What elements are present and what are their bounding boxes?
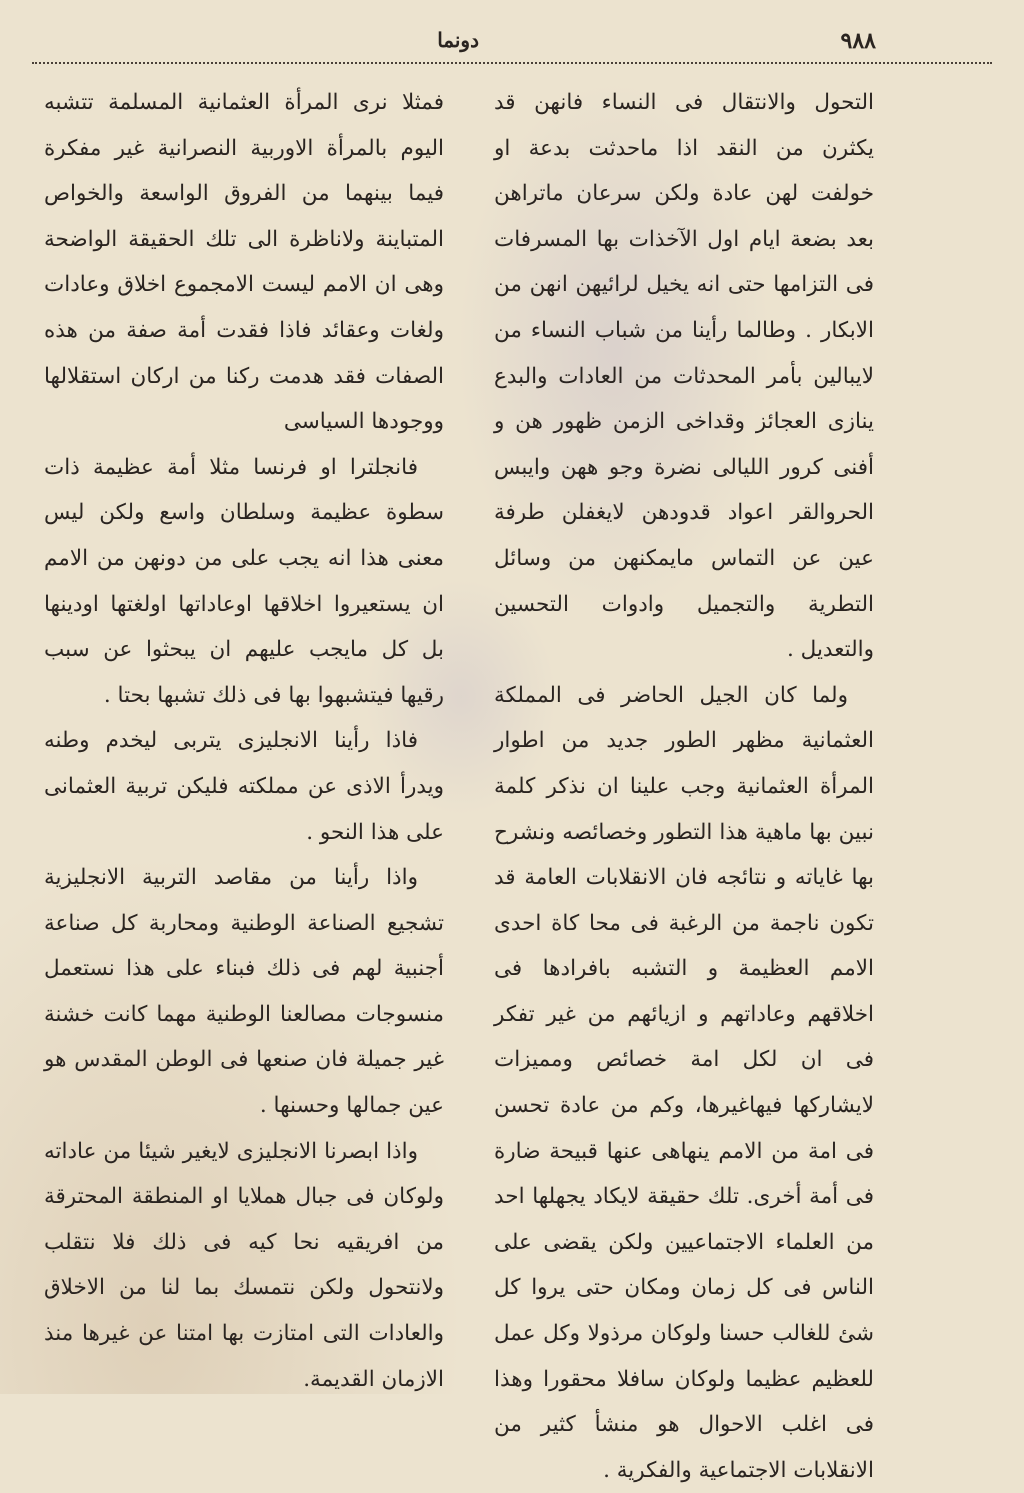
paragraph: واذا رأينا من مقاصد التربية الانجليزية تشجيع الصناعة الوطنية ومحاربة كل صناعة أجنبية لهم فى ذلك فبناء على هذا نستعمل منسوجات مصالعنا الوطنية مهما كانت خشنة غير جميلة فان صنعها فى الوطن المقدس هو عين جمالها وحسنها . <box>44 865 444 1119</box>
left-column <box>44 80 444 1402</box>
page-header <box>40 28 984 58</box>
page-number: ٩٨٨ <box>840 28 876 54</box>
paragraph: واذا ابصرنا الانجليزى لايغير شيئا من عاداته ولوكان فى جبال هملايا او المنطقة المحترقة من افريقيه نحا كيه فى ذلك فلا نتقلب ولانتحول ولكن نتمسك بما لنا من الاخلاق والعادات التى امتازت بها امتنا عن غيرها منذ الازمان القديمة. <box>44 1138 444 1392</box>
paragraph: فاذا رأينا الانجليزى يتربى ليخدم وطنه ويدرأ الاذى عن مملكته فليكن تربية العثمانى على هذا النحو . <box>44 728 444 845</box>
paragraph: التحول والانتقال فى النساء فانهن قد يكثرن من النقد اذا ماحدثت بدعة او خولفت لهن عادة ولكن سرعان ماتراهن بعد بضعة ايام اول الآخذات بها المسرفات فى التزامها حتى انه يخيل لرائيهن انهن من الابكار . وطالما رأينا من شباب النساء من لايبالين بأمر المحدثات من العادات والبدع ينازى العجائز وقداخى الزمن ظهور هن و أفنى كرور الليالى نضرة وجو ههن وايبس الحروالقر اعواد قدودهن لايغفلن طرفة عين عن التماس مايمكنهن من وسائل التطرية والتجميل وادوات التحسين والتعديل . <box>494 90 874 663</box>
header-divider <box>32 62 992 64</box>
paragraph: فمثلا نرى المرأة العثمانية المسلمة تتشبه اليوم بالمرأة الاوربية النصرانية غير مفكرة فيما بينهما من الفروق الواسعة والخواص المتباينة ولاناظرة الى تلك الحقيقة الواضحة وهى ان الامم ليست الامجموع اخلاق وعادات ولغات وعقائد فاذا فقدت أمة صفة من هذه الصفات فقد هدمت ركنا من اركان استقلالها ووجودها السياسى <box>44 90 444 435</box>
running-title: دونما <box>437 28 479 52</box>
paragraph: ولما كان الجيل الحاضر فى المملكة العثمانية مظهر الطور جديد من اطوار المرأة العثمانية وجب علينا ان نذكر كلمة نبين بها ماهية هذا التطور وخصائصه ونشرح بها غاياته و نتائجه فان الانقلابات العامة قد تكون ناجمة من الرغبة فى محا كاة احدى الامم العظيمة و التشبه بافرادها فى اخلاقهم وعاداتهم و ازيائهم من غير تفكر فى ان لكل امة خصائص ومميزات لايشاركها فيهاغيرها، وكم من عادة تحسن فى امة من الامم ينهاهى عنها قبيحة ضارة فى أمة أخرى. تلك حقيقة لايكاد يجهلها احد من العلماء الاجتماعيين ولكن يقضى على الناس فى كل زمان ومكان حتى يروا كل شئ للغالب حسنا ولوكان مرذولا وكل عمل للعظيم عظيما ولوكان سافلا محقورا وهذا فى اغلب الاحوال هو منشأ كثير من الانقلابات الاجتماعية والفكرية . <box>494 682 874 1483</box>
right-column <box>494 80 874 1493</box>
paragraph: فانجلترا او فرنسا مثلا أمة عظيمة ذات سطوة عظيمة وسلطان واسع ولكن ليس معنى هذا انه يجب على من دونهن من الامم ان يستعيروا اخلاقها اوعاداتها اولغتها اودينها بل كل مايجب عليهم ان يبحثوا عن سبب رقيها فيتشبهوا بها فى ذلك تشبها بحتا . <box>44 454 444 708</box>
